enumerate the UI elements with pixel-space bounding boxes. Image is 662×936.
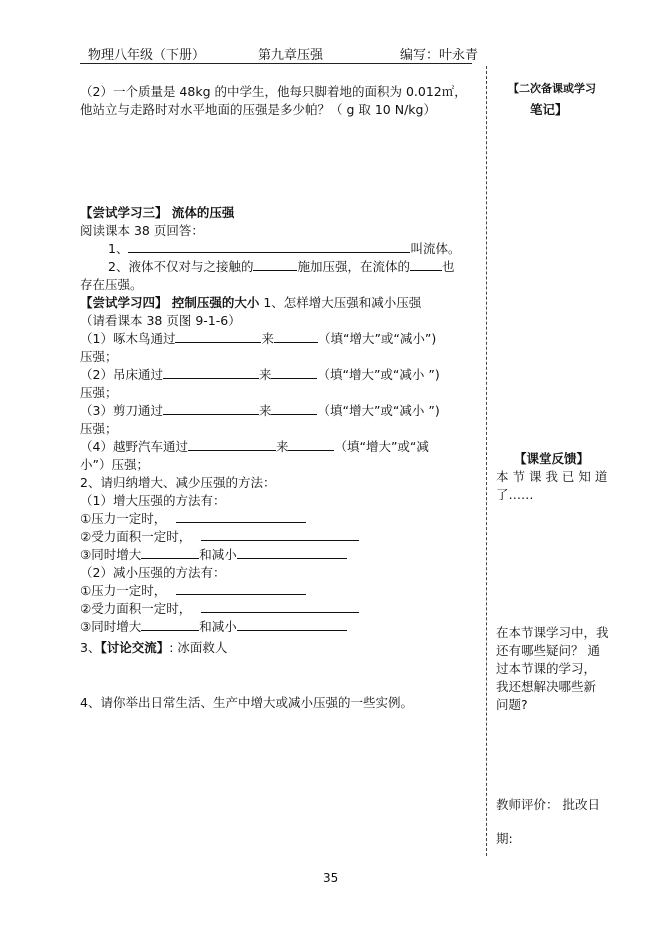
column-divider (486, 66, 487, 856)
page-number: 35 (323, 871, 339, 885)
increase-method-1: ①压力一定时， (80, 509, 306, 527)
increase-methods-title: （1）增大压强的方法有： (80, 493, 226, 508)
answer-blank[interactable] (128, 240, 410, 253)
answer-blank[interactable] (253, 258, 297, 271)
section-3-title: 【尝试学习三】 流体的压强 (80, 205, 235, 220)
answer-blank[interactable] (201, 528, 359, 541)
fill-row-1: （1）啄木鸟通过 来 （填“增大”或“减小”) (80, 331, 437, 346)
fill-row-4-tail: 小”）压强； (80, 457, 149, 472)
sidebar-doubt-line5: 问题? (496, 697, 528, 712)
answer-blank[interactable] (274, 330, 318, 343)
question-4: 4、请你举出日常生活、生产中增大或减小压强的一些实例。 (80, 695, 413, 710)
answer-blank[interactable] (237, 618, 347, 631)
answer-blank[interactable] (271, 402, 317, 415)
sidebar-doubt-line2: 还有哪些疑问？ 通 (496, 643, 600, 658)
header-author: 编写：叶永青 (400, 48, 479, 63)
answer-blank[interactable] (237, 546, 347, 559)
question-2-line2: 他站立与走路时对水平地面的压强是多少帕？（ g 取 10 N/kg） (80, 102, 436, 117)
fill-row-3-tail: 压强； (80, 421, 118, 436)
sidebar-notes-title-line2: 笔记】 (530, 102, 568, 117)
increase-method-3: ③同时增大 和减小 (80, 545, 347, 563)
decrease-method-3: ③同时增大 和减小 (80, 617, 347, 635)
sidebar-teacher-eval-line1: 教师评价： 批改日 (496, 797, 600, 812)
increase-method-2: ②受力面积一定时， (80, 527, 359, 545)
sidebar-doubt-line3: 过本节课的学习， (496, 661, 597, 676)
section-3-item-2: 2、液体不仅对与之接触的 施加压强，在流体的 也 (108, 259, 455, 274)
section-3-item-1: 1、 叫流体。 (108, 241, 461, 256)
question-3: 3、【讨论交流】: 冰面救人 (80, 640, 228, 655)
answer-blank[interactable] (176, 510, 306, 523)
answer-blank[interactable] (201, 600, 359, 613)
sidebar-feedback-line2: 了…… (496, 487, 534, 502)
section-3-intro: 阅读课本 38 页回答： (80, 223, 204, 238)
fill-row-2-tail: 压强； (80, 385, 118, 400)
answer-blank[interactable] (410, 258, 442, 271)
section-4-note: （请看课本 38 页图 9-1-6） (80, 313, 241, 328)
answer-blank[interactable] (188, 438, 276, 451)
answer-blank[interactable] (288, 438, 334, 451)
header-rule (80, 63, 472, 64)
fill-row-1-tail: 压强； (80, 349, 118, 364)
sidebar-feedback-line1: 本 节 课 我 已 知 道 (496, 469, 608, 484)
sidebar-feedback-title: 【课堂反馈】 (514, 451, 590, 466)
sidebar-doubt-line4: 我还想解决哪些新 (496, 679, 597, 694)
decrease-method-1: ①压力一定时， (80, 581, 306, 599)
answer-blank[interactable] (176, 582, 306, 595)
decrease-method-2: ②受力面积一定时， (80, 599, 359, 617)
header-book-title: 物理八年级（下册） (88, 48, 206, 63)
answer-blank[interactable] (141, 546, 199, 559)
sidebar-notes-title-line1: 【二次备课或学习 (508, 82, 596, 95)
sidebar-doubt-line1: 在本节课学习中，我 (496, 625, 609, 640)
fill-row-2: （2）吊床通过 来 （填“增大”或“减小 ”) (80, 367, 440, 382)
header-chapter-title: 第九章压强 (258, 48, 324, 63)
decrease-methods-title: （2）减小压强的方法有： (80, 565, 226, 580)
section-4-question-2: 2、请归纳增大、减少压强的方法： (80, 475, 276, 490)
answer-blank[interactable] (163, 402, 259, 415)
question-2-line1: （2）一个质量是 48kg 的中学生，他每只脚着地的面积为 0.012㎡， (80, 84, 467, 99)
answer-blank[interactable] (141, 618, 199, 631)
fill-row-4: （4）越野汽车通过 来 （填“增大”或“减 (80, 439, 429, 454)
fill-row-3: （3）剪刀通过 来 （填“增大”或“减小 ”) (80, 403, 440, 418)
section-4-title: 【尝试学习四】 控制压强的大小 (80, 295, 260, 310)
answer-blank[interactable] (175, 330, 261, 343)
section-3-item-2-line2: 存在压强。 (80, 277, 143, 292)
sidebar-teacher-eval-line2: 期: (496, 831, 513, 846)
section-4-question-1: 1、怎样增大压强和减小压强 (259, 295, 422, 310)
answer-blank[interactable] (163, 366, 259, 379)
answer-blank[interactable] (271, 366, 317, 379)
section-4-heading (80, 293, 421, 311)
